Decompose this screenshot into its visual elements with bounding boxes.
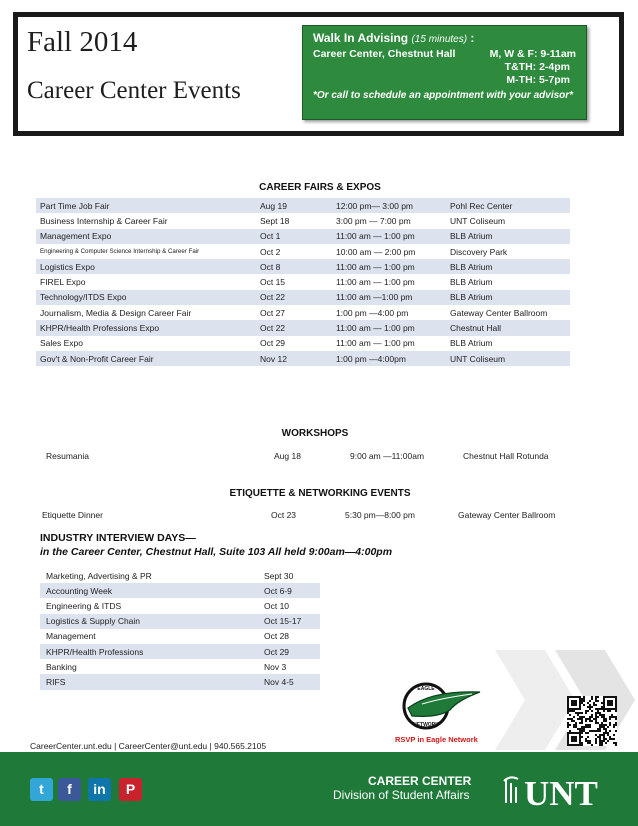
qr-code-icon — [567, 696, 617, 746]
industry-table — [40, 568, 320, 690]
event-location: BLB Atrium — [446, 229, 570, 244]
etiquette-date: Oct 23 — [271, 510, 297, 520]
industry-date: Oct 10 — [264, 600, 290, 611]
event-time: 3:00 pm — 7:00 pm — [336, 215, 411, 226]
industry-row — [40, 629, 320, 644]
event-name: Management Expo — [36, 229, 256, 244]
career-fair-row — [36, 213, 570, 228]
svg-text:NETWORK: NETWORK — [413, 722, 439, 728]
etiquette-location: Gateway Center Ballroom — [458, 510, 556, 520]
event-name: Engineering & Computer Science Internship & Career Fair — [40, 248, 200, 256]
event-time: 1:00 pm —4:00pm — [332, 351, 446, 366]
rsvp-eagle-network-link[interactable]: RSVP in Eagle Network — [395, 735, 478, 744]
walk-in-location: Career Center, Chestnut Hall — [313, 48, 456, 60]
twitter-icon[interactable]: t — [30, 778, 53, 801]
event-time: 12:00 pm— 3:00 pm — [332, 198, 446, 213]
career-fair-row — [36, 290, 570, 305]
event-date: Oct 29 — [260, 338, 286, 349]
event-location: UNT Coliseum — [450, 215, 506, 226]
industry-date: Oct 29 — [258, 644, 320, 659]
event-location: BLB Atrium — [446, 259, 570, 274]
event-date: Oct 27 — [260, 307, 286, 318]
career-fairs-title: CAREER FAIRS & EXPOS — [259, 182, 381, 193]
event-location: BLB Atrium — [450, 338, 493, 349]
event-name: KHPR/Health Professions Expo — [36, 320, 256, 335]
industry-title-line2: in the Career Center, Chestnut Hall, Suite 103 All held 9:00am—4:00pm — [40, 546, 393, 558]
page-title-events: Career Center Events — [27, 77, 241, 104]
workshop-time: 9:00 am —11:00am — [350, 451, 425, 461]
walk-in-note: *Or call to schedule an appointment with your advisor* — [313, 90, 574, 101]
workshop-location: Chestnut Hall Rotunda — [463, 451, 549, 461]
event-time: 11:00 am — 1:00 pm — [336, 338, 415, 349]
event-date: Oct 2 — [260, 246, 281, 257]
event-time: 10:00 am — 2:00 pm — [336, 246, 416, 257]
event-time: 11:00 am — 1:00 pm — [336, 277, 415, 288]
event-date: Nov 12 — [256, 351, 332, 366]
event-name: Gov't & Non-Profit Career Fair — [36, 351, 256, 366]
industry-row — [40, 674, 320, 689]
etiquette-name: Etiquette Dinner — [42, 510, 103, 520]
event-date: Oct 22 — [256, 290, 332, 305]
industry-row — [40, 583, 320, 598]
event-date: Oct 1 — [256, 229, 332, 244]
career-fair-row — [36, 274, 570, 289]
industry-date: Oct 28 — [264, 631, 290, 642]
industry-name: KHPR/Health Professions — [40, 644, 258, 659]
industry-row — [40, 568, 320, 583]
event-name: Sales Expo — [40, 338, 83, 349]
walk-in-advising-box — [302, 25, 587, 120]
etiquette-time: 5:30 pm—8:00 pm — [345, 510, 415, 520]
eagle-network-logo[interactable] — [402, 680, 484, 732]
walk-in-title: Walk In Advising (15 minutes) : — [313, 31, 475, 45]
event-time: 11:00 am — 1:00 pm — [332, 259, 446, 274]
industry-date: Oct 15-17 — [258, 614, 320, 629]
event-name: Logistics Expo — [36, 259, 256, 274]
walk-in-hours-mth: M-TH: 5-7pm — [506, 74, 570, 86]
event-location: Pohl Rec Center — [446, 198, 570, 213]
industry-row — [40, 644, 320, 659]
workshop-name: Resumania — [46, 451, 89, 461]
career-fair-row — [36, 336, 570, 351]
industry-title — [40, 531, 392, 559]
industry-date: Sept 30 — [264, 570, 294, 581]
event-location: BLB Atrium — [446, 290, 570, 305]
career-fair-row — [36, 244, 570, 259]
svg-text:EAGLE: EAGLE — [417, 686, 435, 692]
career-fair-row — [36, 229, 570, 244]
industry-name: Banking — [46, 661, 77, 672]
event-name: Part Time Job Fair — [36, 198, 256, 213]
event-name: FIREL Expo — [40, 277, 86, 288]
industry-name: Marketing, Advertising & PR — [46, 570, 152, 581]
career-fair-row — [36, 351, 570, 366]
event-location: Gateway Center Ballroom — [450, 307, 548, 318]
industry-date: Nov 4-5 — [258, 674, 320, 689]
walk-in-location-row — [313, 48, 576, 61]
walk-in-hours-tth: T&TH: 2-4pm — [504, 61, 570, 73]
event-date: Oct 8 — [256, 259, 332, 274]
linkedin-icon[interactable]: in — [88, 778, 111, 801]
industry-title-line1: INDUSTRY INTERVIEW DAYS— — [40, 532, 196, 544]
etiquette-title: ETIQUETTE & NETWORKING EVENTS — [229, 488, 411, 499]
event-date: Oct 22 — [256, 320, 332, 335]
career-fairs-table — [36, 198, 570, 366]
svg-text:UNT: UNT — [524, 774, 598, 809]
career-fair-row — [36, 320, 570, 335]
industry-date: Oct 6-9 — [258, 583, 320, 598]
event-time: 11:00 am — 1:00 pm — [332, 320, 446, 335]
workshop-date: Aug 18 — [274, 451, 301, 461]
event-location: UNT Coliseum — [446, 351, 570, 366]
industry-name: Management — [46, 631, 96, 642]
event-date: Aug 19 — [256, 198, 332, 213]
event-name: Business Internship & Career Fair — [40, 215, 168, 226]
workshop-row — [46, 451, 549, 461]
industry-row — [40, 659, 320, 674]
workshops-title: WORKSHOPS — [281, 428, 349, 439]
industry-name: RIFS — [40, 674, 258, 689]
industry-name: Logistics & Supply Chain — [40, 614, 258, 629]
industry-name: Accounting Week — [40, 583, 258, 598]
event-time: 1:00 pm —4:00 pm — [336, 307, 409, 318]
walk-in-hours-mwf: M, W & F: 9-11am — [489, 48, 576, 60]
event-date: Oct 15 — [260, 277, 286, 288]
pinterest-icon[interactable]: P — [119, 778, 142, 801]
event-location: Discovery Park — [450, 246, 508, 257]
industry-row — [40, 598, 320, 613]
unt-logo — [502, 773, 614, 809]
footer-career-center: CAREER CENTER — [368, 774, 472, 788]
event-time: 11:00 am —1:00 pm — [332, 290, 446, 305]
industry-row — [40, 614, 320, 629]
industry-name: Engineering & ITDS — [46, 600, 122, 611]
event-location: BLB Atrium — [450, 277, 493, 288]
footer-division: Division of Student Affairs — [333, 788, 470, 802]
event-time: 11:00 am — 1:00 pm — [332, 229, 446, 244]
event-location: Chestnut Hall — [446, 320, 570, 335]
event-name: Journalism, Media & Design Career Fair — [40, 307, 192, 318]
facebook-icon[interactable]: f — [58, 778, 81, 801]
event-name: Technology/ITDS Expo — [36, 290, 256, 305]
contact-info: CareerCenter.unt.edu | CareerCenter@unt.edu | 940.565.2105 — [30, 741, 267, 751]
career-fair-row — [36, 198, 570, 213]
career-fair-row — [36, 305, 570, 320]
career-fair-row — [36, 259, 570, 274]
etiquette-row — [42, 510, 555, 520]
industry-date: Nov 3 — [264, 661, 287, 672]
event-date: Sept 18 — [260, 215, 290, 226]
page-title-season: Fall 2014 — [27, 26, 138, 58]
